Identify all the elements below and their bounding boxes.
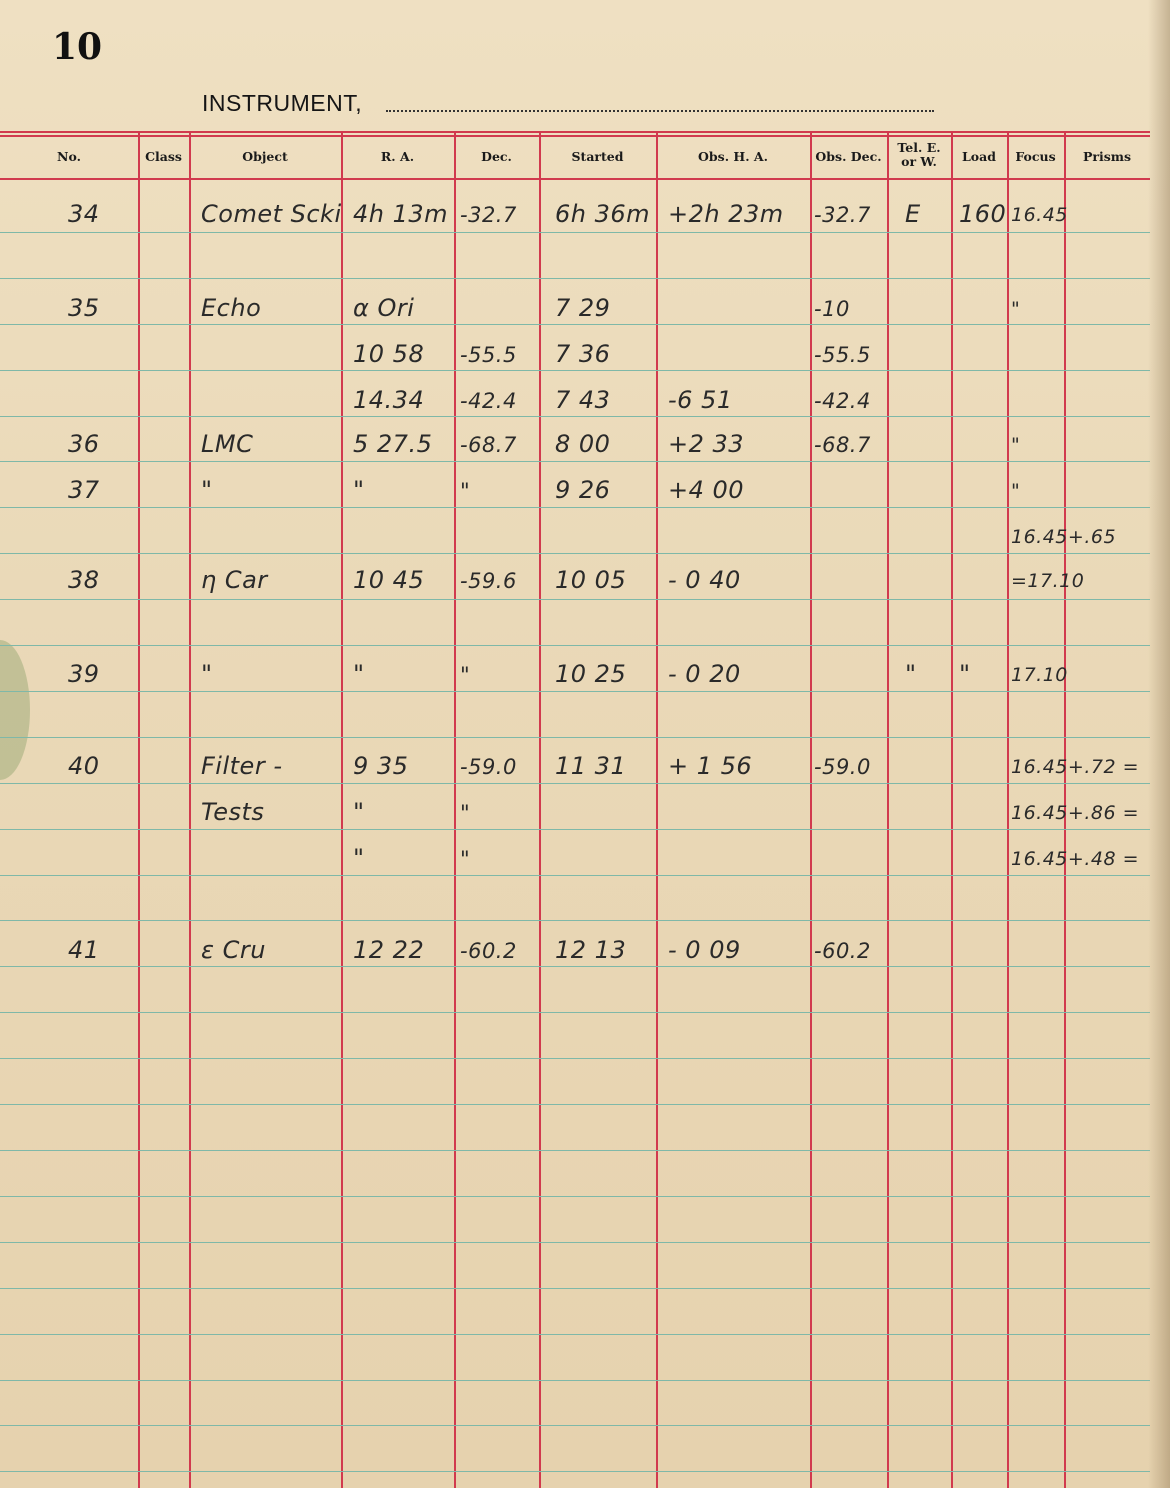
cell-no: 37 [68, 476, 100, 504]
cell-started: 7 36 [555, 340, 611, 368]
cell-obs-dec: -59.0 [814, 755, 871, 779]
instrument-label: INSTRUMENT, [202, 90, 363, 116]
cell-tel: E [905, 200, 921, 228]
page-edge-shadow [1148, 0, 1170, 1488]
cell-focus: =17.10 [1011, 570, 1085, 592]
cell-dec: -60.2 [460, 939, 517, 963]
cell-no: 36 [68, 430, 100, 458]
cell-dec: " [460, 663, 471, 687]
ledger-rule [0, 783, 1150, 784]
red-column-rule [810, 131, 812, 1488]
red-header-rule [0, 178, 1150, 180]
column-header: Obs. H. A. [698, 149, 768, 164]
ledger-rule [0, 737, 1150, 738]
cell-ra: 12 22 [353, 936, 425, 964]
cell-started: 8 00 [555, 430, 611, 458]
ledger-rule [0, 1012, 1150, 1013]
cell-ra: 9 35 [353, 752, 409, 780]
cell-object: ε Cru [201, 936, 266, 964]
ledger-rule [0, 1380, 1150, 1381]
cell-started: 10 05 [555, 566, 627, 594]
cell-obs-dec: -42.4 [814, 389, 871, 413]
red-column-rule [341, 131, 343, 1488]
ledger-rule [0, 278, 1150, 279]
ledger-rule [0, 1471, 1150, 1472]
ledger-rule [0, 461, 1150, 462]
ledger-rule [0, 599, 1150, 600]
cell-ra: 5 27.5 [353, 430, 433, 458]
water-stain [0, 640, 30, 780]
column-header: Class [145, 149, 182, 164]
cell-obs-dec: -10 [814, 297, 850, 321]
cell-obs-dec: -68.7 [814, 433, 871, 457]
cell-ra: " [353, 798, 365, 826]
cell-obs-ha: - 0 40 [668, 566, 741, 594]
cell-ra: " [353, 660, 365, 688]
red-header-rule [0, 135, 1150, 137]
column-header: Started [571, 149, 624, 164]
cell-dec: -32.7 [460, 203, 517, 227]
cell-focus: " [1011, 298, 1021, 320]
red-header-rule [0, 131, 1150, 133]
cell-object: Echo [201, 294, 262, 322]
cell-dec: -55.5 [460, 343, 517, 367]
cell-focus: 17.10 [1011, 664, 1068, 686]
cell-obs-dec: -55.5 [814, 343, 871, 367]
cell-ra: 10 45 [353, 566, 425, 594]
ledger-rule [0, 1058, 1150, 1059]
ledger-rule [0, 966, 1150, 967]
cell-focus: 16.45+.48 = [1011, 848, 1139, 870]
cell-object: LMC [201, 430, 254, 458]
cell-no: 40 [68, 752, 100, 780]
cell-dec: " [460, 847, 471, 871]
cell-dec: -59.6 [460, 569, 517, 593]
cell-ra: 4h 13m [353, 200, 449, 228]
cell-ra: 10 58 [353, 340, 425, 368]
cell-started: 10 25 [555, 660, 627, 688]
cell-object: " [201, 660, 213, 688]
cell-focus: 16.45+.65 [1011, 526, 1117, 548]
cell-load: 160 [959, 200, 1007, 228]
red-column-rule [656, 131, 658, 1488]
red-column-rule [189, 131, 191, 1488]
column-header: Focus [1015, 149, 1056, 164]
cell-focus: 16.45+.72 = [1011, 756, 1139, 778]
cell-no: 34 [68, 200, 100, 228]
cell-obs-ha: +2h 23m [668, 200, 784, 228]
cell-started: 12 13 [555, 936, 627, 964]
cell-obs-ha: +2 33 [668, 430, 745, 458]
cell-obs-ha: + 1 56 [668, 752, 753, 780]
red-column-rule [539, 131, 541, 1488]
cell-focus: " [1011, 480, 1021, 502]
red-column-rule [454, 131, 456, 1488]
ledger-rule [0, 1288, 1150, 1289]
column-header: Tel. E. or W. [897, 140, 941, 169]
ledger-rule [0, 1104, 1150, 1105]
cell-object: Filter - [201, 752, 283, 780]
cell-dec: -59.0 [460, 755, 517, 779]
ledger-rule [0, 232, 1150, 233]
ledger-rule [0, 645, 1150, 646]
column-header: Prisms [1082, 149, 1132, 164]
ledger-rule [0, 416, 1150, 417]
red-column-rule [887, 131, 889, 1488]
page-number: 10 [52, 26, 103, 68]
cell-started: 7 43 [555, 386, 611, 414]
ledger-rule [0, 1242, 1150, 1243]
cell-ra: " [353, 476, 365, 504]
cell-started: 11 31 [555, 752, 627, 780]
cell-obs-ha: -6 51 [668, 386, 733, 414]
ledger-rule [0, 507, 1150, 508]
cell-obs-ha: +4 00 [668, 476, 745, 504]
column-header: Object [242, 149, 288, 164]
ledger-rule [0, 1196, 1150, 1197]
cell-started: 9 26 [555, 476, 611, 504]
cell-load: " [959, 660, 971, 688]
cell-started: 7 29 [555, 294, 611, 322]
cell-focus: " [1011, 434, 1021, 456]
cell-no: 38 [68, 566, 100, 594]
ledger-rule [0, 1150, 1150, 1151]
instrument-fill-line [386, 110, 934, 112]
cell-ra: " [353, 844, 365, 872]
ledger-rule [0, 691, 1150, 692]
cell-started: 6h 36m [555, 200, 651, 228]
cell-obs-ha: - 0 20 [668, 660, 741, 688]
cell-focus: 16.45 [1011, 204, 1068, 226]
column-header: Obs. Dec. [815, 149, 882, 164]
cell-object: Comet Scki [201, 200, 342, 228]
cell-tel: " [905, 660, 917, 688]
column-header: Dec. [481, 149, 512, 164]
cell-dec: -42.4 [460, 389, 517, 413]
cell-dec: " [460, 479, 471, 503]
cell-object: " [201, 476, 213, 504]
cell-no: 41 [68, 936, 100, 964]
red-column-rule [1007, 131, 1009, 1488]
cell-no: 39 [68, 660, 100, 688]
cell-obs-dec: -32.7 [814, 203, 871, 227]
column-header: Load [962, 149, 996, 164]
cell-obs-ha: - 0 09 [668, 936, 741, 964]
cell-object: η Car [201, 566, 268, 594]
cell-focus: 16.45+.86 = [1011, 802, 1139, 824]
cell-ra: α Ori [353, 294, 415, 322]
column-header: R. A. [380, 149, 415, 164]
red-column-rule [138, 131, 140, 1488]
ledger-rule [0, 829, 1150, 830]
ledger-rule [0, 324, 1150, 325]
ledger-rule [0, 370, 1150, 371]
ledger-rule [0, 875, 1150, 876]
ledger-rule [0, 553, 1150, 554]
ledger-rule [0, 1425, 1150, 1426]
ledger-rule [0, 920, 1150, 921]
cell-dec: -68.7 [460, 433, 517, 457]
cell-no: 35 [68, 294, 100, 322]
cell-object: Tests [201, 798, 265, 826]
cell-obs-dec: -60.2 [814, 939, 871, 963]
ledger-rule [0, 1334, 1150, 1335]
column-header: No. [57, 149, 81, 164]
red-column-rule [951, 131, 953, 1488]
cell-ra: 14.34 [353, 386, 425, 414]
cell-dec: " [460, 801, 471, 825]
